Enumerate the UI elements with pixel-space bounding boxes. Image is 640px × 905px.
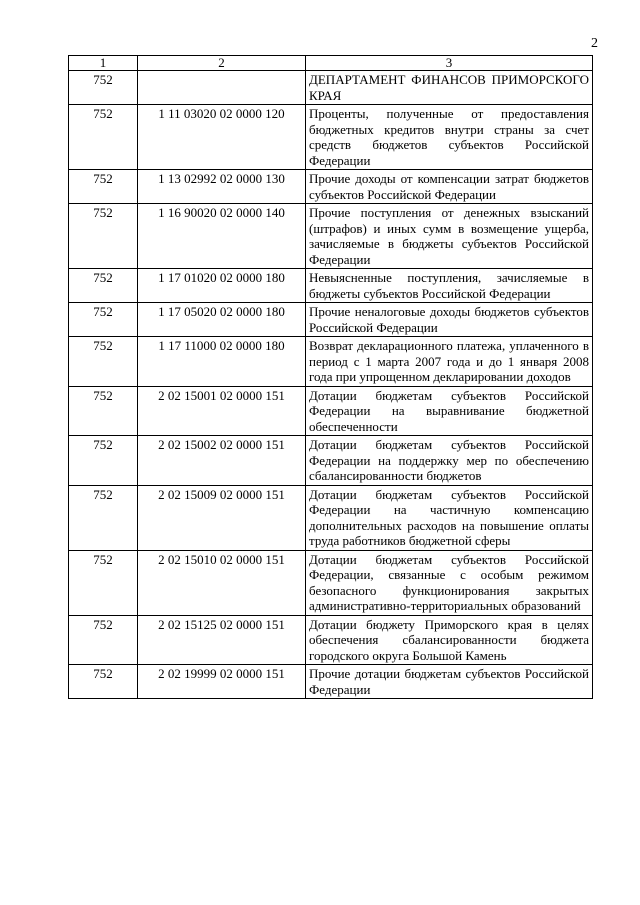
- admin-code-cell: 752: [69, 269, 138, 303]
- table-row: [69, 386, 593, 436]
- revenue-name-cell: ДЕПАРТАМЕНТ ФИНАНСОВ ПРИМОРСКОГО КРАЯ: [306, 71, 593, 105]
- admin-code-cell: 752: [69, 170, 138, 204]
- revenue-name-cell: Прочие дотации бюджетам субъектов Российской Федерации: [306, 665, 593, 699]
- revenue-code-cell: 2 02 15001 02 0000 151: [138, 386, 306, 436]
- revenue-code-cell: 2 02 15125 02 0000 151: [138, 615, 306, 665]
- admin-code-cell: 752: [69, 105, 138, 170]
- admin-code-cell: 752: [69, 436, 138, 486]
- table-row: [69, 550, 593, 615]
- column-header-code: 2: [138, 56, 306, 71]
- revenue-code-cell: 2 02 15002 02 0000 151: [138, 436, 306, 486]
- table-row: [69, 170, 593, 204]
- revenue-code-cell: 2 02 15009 02 0000 151: [138, 485, 306, 550]
- revenue-name-cell: Прочие доходы от компенсации затрат бюджетов субъектов Российской Федерации: [306, 170, 593, 204]
- table-body: [69, 71, 593, 699]
- revenue-code-cell: 1 17 05020 02 0000 180: [138, 303, 306, 337]
- table-row: [69, 269, 593, 303]
- revenue-code-cell: 1 17 01020 02 0000 180: [138, 269, 306, 303]
- revenue-name-cell: Дотации бюджетам субъектов Российской Федерации, связанные с особым режимом безопасного функционирования закрытых административно-территориальных образований: [306, 550, 593, 615]
- table-row: [69, 105, 593, 170]
- table-row: [69, 303, 593, 337]
- admin-code-cell: 752: [69, 337, 138, 387]
- page-number: 2: [591, 36, 598, 51]
- table-header-row: [69, 56, 593, 71]
- column-header-admin: 1: [69, 56, 138, 71]
- table-row: [69, 71, 593, 105]
- revenue-code-cell: 1 13 02992 02 0000 130: [138, 170, 306, 204]
- revenue-name-cell: Прочие неналоговые доходы бюджетов субъектов Российской Федерации: [306, 303, 593, 337]
- revenue-code-cell: [138, 71, 306, 105]
- revenue-name-cell: Прочие поступления от денежных взысканий (штрафов) и иных сумм в возмещение ущерба, зачисляемые в бюджеты субъектов Российской Федерации: [306, 204, 593, 269]
- table-row: [69, 665, 593, 699]
- table-row: [69, 615, 593, 665]
- revenue-name-cell: Возврат декларационного платежа, уплаченного в период с 1 марта 2007 года и до 1 января 2008 года при упрощенном декларировании доходов: [306, 337, 593, 387]
- admin-code-cell: 752: [69, 485, 138, 550]
- table-row: [69, 485, 593, 550]
- budget-revenue-table: [68, 55, 593, 699]
- revenue-code-cell: 2 02 19999 02 0000 151: [138, 665, 306, 699]
- column-header-name: 3: [306, 56, 593, 71]
- admin-code-cell: 752: [69, 550, 138, 615]
- revenue-code-cell: 1 17 11000 02 0000 180: [138, 337, 306, 387]
- revenue-code-cell: 1 11 03020 02 0000 120: [138, 105, 306, 170]
- admin-code-cell: 752: [69, 303, 138, 337]
- revenue-name-cell: Невыясненные поступления, зачисляемые в бюджеты субъектов Российской Федерации: [306, 269, 593, 303]
- admin-code-cell: 752: [69, 204, 138, 269]
- admin-code-cell: 752: [69, 71, 138, 105]
- admin-code-cell: 752: [69, 386, 138, 436]
- admin-code-cell: 752: [69, 665, 138, 699]
- revenue-name-cell: Проценты, полученные от предоставления бюджетных кредитов внутри страны за счет средств бюджетов субъектов Российской Федерации: [306, 105, 593, 170]
- revenue-name-cell: Дотации бюджетам субъектов Российской Федерации на частичную компенсацию дополнительных расходов на повышение оплаты труда работников бюджетной сферы: [306, 485, 593, 550]
- revenue-code-cell: 1 16 90020 02 0000 140: [138, 204, 306, 269]
- table-row: [69, 436, 593, 486]
- revenue-name-cell: Дотации бюджетам субъектов Российской Федерации на поддержку мер по обеспечению сбалансированности бюджетов: [306, 436, 593, 486]
- revenue-name-cell: Дотации бюджетам субъектов Российской Федерации на выравнивание бюджетной обеспеченности: [306, 386, 593, 436]
- admin-code-cell: 752: [69, 615, 138, 665]
- revenue-code-cell: 2 02 15010 02 0000 151: [138, 550, 306, 615]
- table-row: [69, 204, 593, 269]
- table-row: [69, 337, 593, 387]
- revenue-name-cell: Дотации бюджету Приморского края в целях обеспечения сбалансированности бюджета городского округа Большой Камень: [306, 615, 593, 665]
